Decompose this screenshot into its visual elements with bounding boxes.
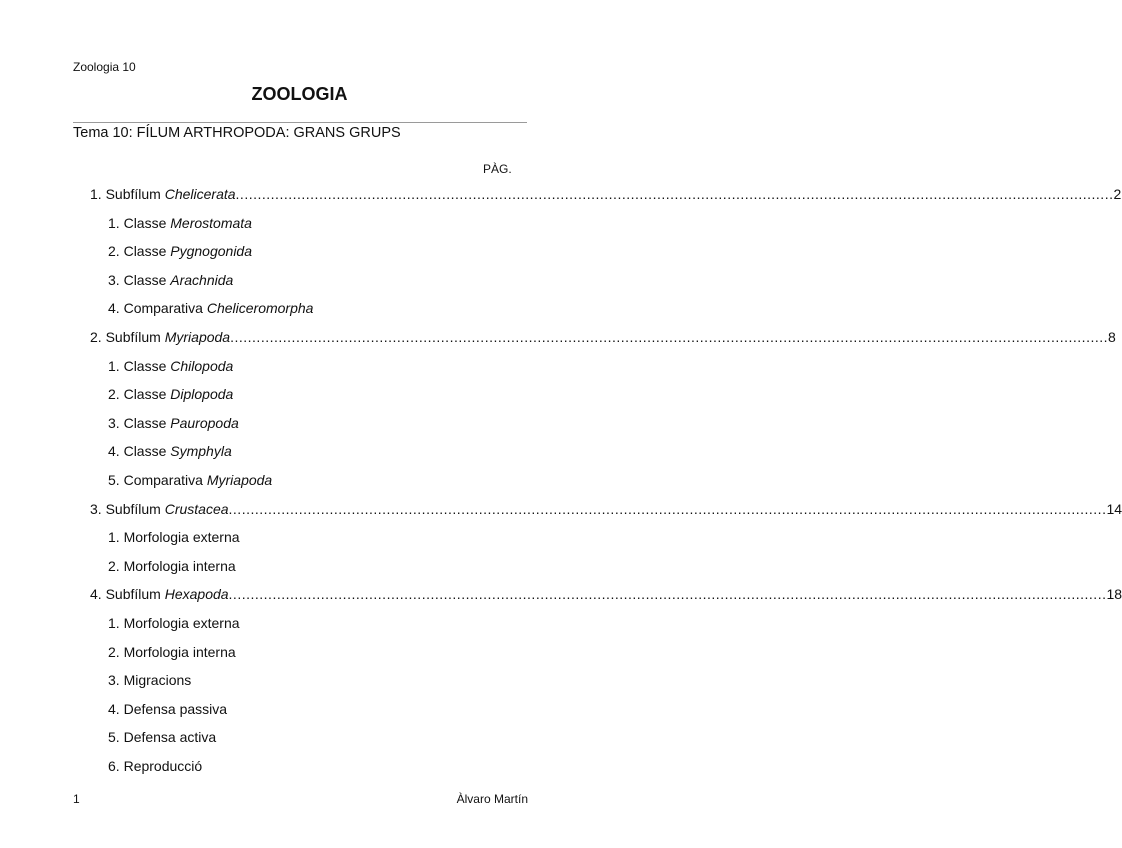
toc-prefix: Morfologia externa (123, 615, 240, 631)
toc-subsection (108, 358, 233, 374)
toc-number: 4. (108, 300, 124, 317)
toc-page-number: 8 (1108, 329, 1116, 345)
toc-number: 3. (108, 271, 124, 288)
toc-prefix: Reproducció (123, 758, 203, 774)
toc-taxon-name: Cheliceromorpha (206, 300, 314, 317)
toc-subsection (108, 672, 191, 688)
toc-number: 5. (108, 729, 124, 746)
toc-subsection (108, 558, 236, 574)
toc-number: 3. (108, 414, 124, 431)
toc-prefix: Subfílum (105, 186, 165, 202)
toc-subsection (108, 472, 272, 488)
toc-leader-dots: ........................................................................................................................................................................................................ (230, 329, 1109, 345)
toc-prefix: Classe (123, 386, 171, 403)
toc-number: 2. (108, 243, 124, 260)
document-title: ZOOLOGIA (251, 84, 348, 104)
toc-number: 1. (90, 186, 106, 202)
toc-subsection (108, 415, 239, 431)
toc-taxon-name: Crustacea (164, 500, 229, 517)
toc-leader-dots: ........................................................................................................................................................................................................ (235, 186, 1114, 202)
toc-section-label (90, 586, 229, 602)
toc-leader-dots: ........................................................................................................................................................................................................ (228, 500, 1107, 517)
toc-section (90, 500, 1122, 517)
toc-number: 1. (108, 214, 124, 231)
toc-prefix: Comparativa (123, 472, 207, 488)
toc-taxon-name: Chilopoda (170, 357, 234, 374)
toc-taxon-name: Symphyla (170, 443, 232, 460)
toc-prefix: Classe (123, 243, 171, 260)
toc-subsection (108, 386, 233, 402)
toc-prefix: Subfílum (105, 586, 165, 603)
toc-subsection (108, 758, 202, 774)
toc-taxon-name: Diplopoda (170, 386, 234, 403)
toc-prefix: Defensa activa (123, 729, 217, 746)
toc-number: 2. (108, 557, 124, 574)
toc-number: 4. (90, 586, 106, 603)
toc-prefix: Migracions (123, 672, 192, 689)
toc-prefix: Defensa passiva (123, 700, 228, 717)
toc-number: 1. (108, 529, 124, 546)
toc-prefix: Classe (123, 214, 171, 231)
toc-prefix: Morfologia interna (123, 643, 236, 660)
toc-number: 4. (108, 700, 124, 717)
footer-page-number: 1 (73, 792, 80, 806)
toc-subsection (108, 215, 252, 231)
toc-taxon-name: Chelicerata (164, 186, 236, 202)
toc-prefix: Classe (123, 414, 171, 431)
toc-page-number: 2 (1113, 186, 1122, 202)
toc-number: 3. (108, 672, 124, 689)
toc-taxon-name: Myriapoda (206, 472, 273, 488)
toc-taxon-name: Pygnogonida (170, 243, 253, 260)
toc-leader-dots: ........................................................................................................................................................................................................ (228, 586, 1107, 603)
toc-taxon-name: Myriapoda (164, 329, 231, 345)
toc-taxon-name: Arachnida (170, 271, 234, 288)
document-subtitle: Tema 10: FÍLUM ARTHROPODA: GRANS GRUPS (73, 125, 401, 141)
toc-number: 6. (108, 758, 124, 774)
toc-prefix: Classe (123, 357, 171, 374)
toc-section (90, 186, 1122, 202)
toc-number: 1. (108, 615, 124, 631)
toc-section-label (90, 501, 229, 517)
toc-prefix: Morfologia interna (123, 557, 236, 574)
toc-subsection (108, 272, 233, 288)
toc-prefix: Classe (123, 443, 171, 460)
toc-prefix: Comparativa (123, 300, 207, 317)
toc-number: 2. (90, 329, 106, 345)
running-head: Zoologia 10 (73, 60, 136, 74)
toc-taxon-name: Merostomata (170, 214, 252, 231)
toc-number: 1. (108, 357, 124, 374)
toc-section (90, 586, 1122, 603)
toc-prefix: Morfologia externa (123, 529, 240, 546)
toc-subsection (108, 300, 313, 316)
toc-subsection (108, 644, 236, 660)
toc-page-number: 18 (1106, 586, 1122, 603)
toc-number: 4. (108, 443, 124, 460)
toc-section-label (90, 186, 236, 202)
toc-number: 2. (108, 643, 124, 660)
toc-subsection (108, 443, 232, 459)
toc-taxon-name: Pauropoda (170, 414, 239, 431)
toc-subsection (108, 729, 216, 745)
toc-section-label (90, 329, 230, 345)
toc-section (90, 329, 1116, 345)
toc-subsection (108, 615, 240, 631)
toc-prefix: Subfílum (105, 500, 165, 517)
toc-subsection (108, 701, 227, 717)
toc-taxon-name: Hexapoda (164, 586, 229, 603)
toc-subsection (108, 243, 252, 259)
toc-number: 2. (108, 386, 124, 403)
page-column-label: PÀG. (483, 162, 512, 176)
toc-prefix: Subfílum (105, 329, 165, 345)
toc-page-number: 14 (1106, 500, 1122, 517)
toc-number: 5. (108, 472, 124, 488)
toc-prefix: Classe (123, 271, 171, 288)
footer-author: Àlvaro Martín (456, 792, 528, 806)
toc-subsection (108, 529, 240, 545)
toc-number: 3. (90, 500, 106, 517)
